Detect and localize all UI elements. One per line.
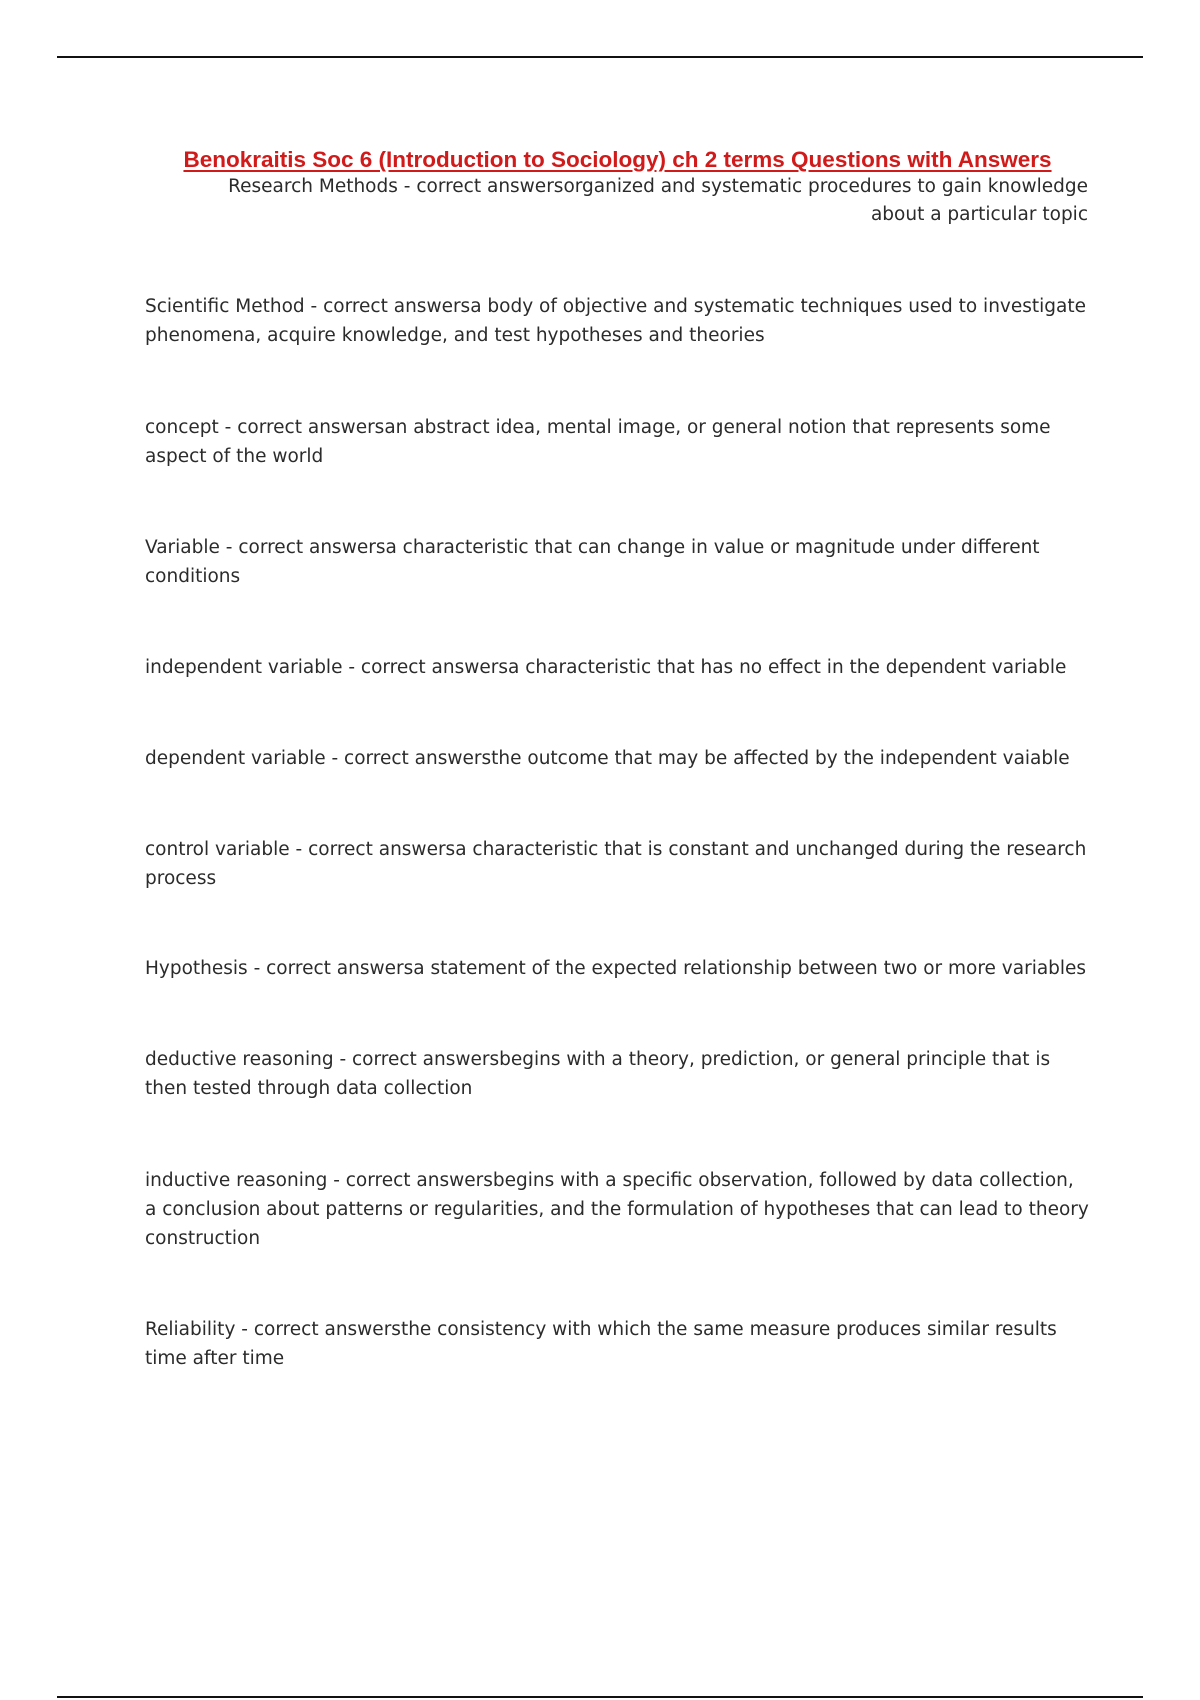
term-inductive-reasoning: inductive reasoning - correct answersbegins with a specific observation, followed by data collection, a conclusion about patterns or regularities, and the formulation of hypotheses that can lead to theory construction [145,1170,1089,1249]
bottom-divider [57,1696,1143,1698]
term-deductive-reasoning: deductive reasoning - correct answersbegins with a theory, prediction, or general principle that is then tested through data collection [145,1049,1051,1099]
top-divider [57,56,1143,58]
term-variable: Variable - correct answersa characteristic that can change in value or magnitude under different conditions [145,537,1040,587]
term-control-variable: control variable - correct answersa characteristic that is constant and unchanged during the research process [145,839,1087,889]
term-independent-variable: independent variable - correct answersa characteristic that has no effect in the dependent variable [145,657,1067,678]
term-hypothesis: Hypothesis - correct answersa statement of the expected relationship between two or more variables [145,958,1087,979]
term-reliability: Reliability - correct answersthe consistency with which the same measure produces similar results time after time [145,1319,1057,1369]
term-research-methods: Research Methods - correct answersorganized and systematic procedures to gain knowledge about a particular topic [228,176,1088,225]
term-concept: concept - correct answersan abstract idea, mental image, or general notion that represents some aspect of the world [145,417,1051,467]
term-dependent-variable: dependent variable - correct answersthe outcome that may be affected by the independent vaiable [145,748,1070,769]
document-title: Benokraitis Soc 6 (Introduction to Sociology) ch 2 terms Questions with Answers [183,147,1052,172]
term-scientific-method: Scientific Method - correct answersa body of objective and systematic techniques used to investigate phenomena, acquire knowledge, and test hypotheses and theories [145,296,1086,346]
